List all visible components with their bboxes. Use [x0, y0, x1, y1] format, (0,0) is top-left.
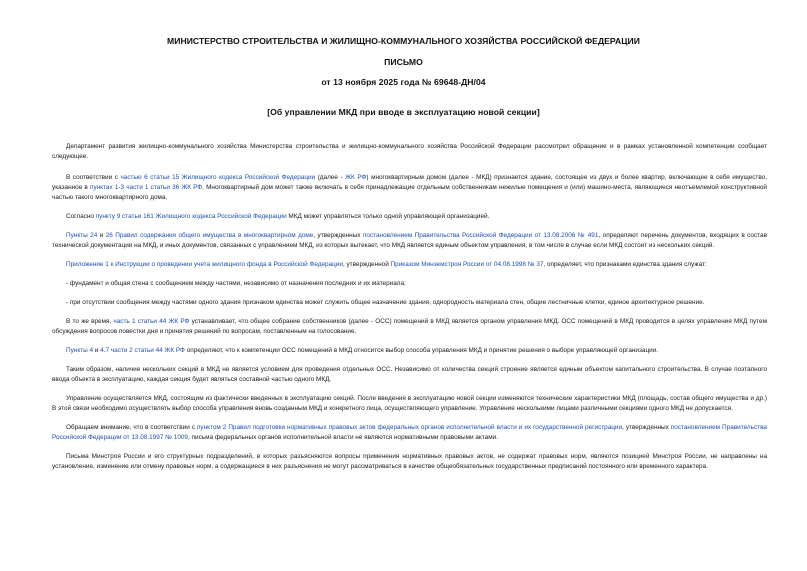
paragraph-text: Обращаем внимание, что в соответствии с — [66, 424, 197, 431]
document-link[interactable]: пунктом 2 Правил подготовки нормативных правовых актов федеральных органов исполнительной власти и их государственной регистрации — [196, 424, 623, 431]
ministry-title: МИНИСТЕРСТВО СТРОИТЕЛЬСТВА И ЖИЛИЩНО-КОММУНАЛЬНОГО ХОЗЯЙСТВА РОССИЙСКОЙ ФЕДЕРАЦИИ — [167, 36, 640, 46]
document-link[interactable]: частью 6 статьи 15 Жилищного кодекса Российской Федерации — [120, 174, 316, 181]
paragraph-text: Управление осуществляется МКД, состоящим из фактически введенных в эксплуатацию секций. После введения в эксплуатацию новой секции изменяются технические характеристики МКД (площадь, состав общего имущества и др.) В этой связи необходимо осуществлять выбор способа управления вновь созданным МКД и конкретного лица, осуществляющего управление. Управление несколькими лицами различными секциями одного МКД не допускается. — [52, 395, 767, 412]
document-body — [52, 142, 767, 472]
paragraph-text: Согласно — [66, 213, 96, 220]
document-link[interactable]: Приказом Минземстроя России от 04.08.1998 № 37 — [390, 261, 544, 268]
document-link[interactable]: ЖК РФ — [345, 174, 367, 181]
paragraph-text: и — [93, 347, 101, 354]
paragraph-text: ) многоквартирным домом (далее - МКД) признается здание, состоящее из двух и более квартир, включающее в себя имущество, указанное в — [52, 174, 768, 191]
paragraph-text: Департамент развития жилищно-коммунального хозяйства Министерства строительства и жилищно-коммунального хозяйства Российской Федерации рассмотрел обращение и в рамках установленной компетенции сообщает следующее. — [52, 143, 767, 160]
paragraph-text: , письма федеральных органов исполнительной власти не являются нормативными правовыми актами. — [188, 434, 498, 441]
paragraph-text: , определяют перечень документов, входящих в состав технической документации на МКД, и иных документов, связанных с управлением МКД, из которых вытекает, что МКД является единым объектом управления, в том числе в случае если МКД состоит из нескольких секций. — [52, 232, 767, 249]
document-link[interactable]: постановлением Правительства Российской Федерации от 13.08.1997 № 1009 — [52, 424, 767, 441]
document-link[interactable]: пункту 9 статьи 161 Жилищного кодекса Российской Федерации — [95, 213, 287, 220]
paragraph — [52, 365, 767, 385]
paragraph-text: - фундамент и общая стена с сообщением между частями, независимо от назначения последних и их материала; — [66, 280, 406, 287]
paragraph-text: и — [97, 232, 106, 239]
document-link[interactable]: постановлением Правительства Российской Федерации от 13.08.2006 № 491 — [362, 232, 599, 239]
paragraph-text: (далее - — [315, 174, 346, 181]
paragraph — [52, 212, 767, 222]
paragraph — [52, 231, 767, 251]
paragraph — [52, 298, 767, 308]
paragraph — [52, 260, 767, 270]
paragraph-text: устанавливает, что общее собрание собственников (далее - ОСС) помещений в МКД является органом управления МКД. ОСС помещений в МКД проводится в целях управления МКД путем обсуждения вопросов повестки дня и принятия решений по вопросам, поставленным на голосование. — [52, 318, 767, 335]
document-link[interactable]: Приложение 1 к Инструкции о проведении учета жилищного фонда в Российской Федерации — [66, 261, 343, 268]
paragraph-text: определяют, что к компетенции ОСС помещений в МКД относится выбор способа управления МКД и принятие решения о выборе управляющей организации. — [184, 347, 659, 354]
document-link[interactable]: Пункты 24 — [66, 232, 98, 239]
paragraph — [52, 279, 767, 289]
document-subject: [Об управлении МКД при вводе в эксплуатацию новой секции] — [267, 107, 540, 117]
paragraph-text: МКД может управляться только одной управляющей организацией. — [286, 213, 490, 220]
paragraph-text: , утвержденных — [313, 232, 363, 239]
paragraph-text: В то же время, — [66, 318, 114, 325]
document-link[interactable]: 4.7 части 2 статьи 44 ЖК РФ — [100, 347, 185, 354]
document-link[interactable]: 26 Правил содержания общего имущества в многоквартирном доме — [105, 232, 314, 239]
paragraph-text: В соответствии с — [66, 174, 121, 181]
paragraph — [52, 452, 767, 472]
paragraph — [52, 173, 767, 203]
document-link[interactable]: часть 1 статьи 44 ЖК РФ — [113, 318, 190, 325]
document-link[interactable]: пунктах 1-3 части 1 статьи 36 ЖК РФ — [89, 184, 203, 191]
paragraph — [52, 346, 767, 356]
paragraph-text: , утвержденной — [342, 261, 391, 268]
paragraph — [52, 142, 767, 162]
paragraph-text: , утвержденных — [622, 424, 671, 431]
paragraph-text: Письма Минстроя России и его структурных подразделений, в которых разъясняются вопросы применения нормативных правовых актов, не содержат правовых норм, являются позицией Минстроя России, не направлены на установление, изменение или отмену правовых норм, а содержащиеся в них разъяснения не могут рассматриваться в качестве общеобязательных государственных предписаний постоянного или временного характера. — [52, 453, 767, 470]
paragraph — [52, 317, 767, 337]
document-link[interactable]: Пункты 4 — [66, 347, 94, 354]
paragraph-text: - при отсутствии сообщения между частями одного здания признаком единства может служить общее назначение здания, однородность материала стен, общие лестничные клетки, единое архитектурное решение. — [66, 299, 705, 306]
paragraph-text: . Многоквартирный дом может также включать в себя принадлежащие отдельным собственникам нежилые помещения и (или) машино-места, являющиеся неотъемлемой конструктивной частью такого многоквартирного дома. — [52, 184, 767, 201]
paragraph-text: Таким образом, наличие нескольких секций в МКД не является условием для проведения отдельных ОСС. Независимо от количества секций строение является единым объектом капитального строительства. В случае поэтапного ввода объекта в эксплуатацию, каждая секция будет являться составной частью одного МКД. — [52, 366, 767, 383]
document-type: ПИСЬМО — [384, 57, 423, 67]
document-date-number: от 13 ноября 2025 года № 69648-ДН/04 — [321, 77, 486, 87]
paragraph-text: , определяет, что признаками единства здания служат: — [543, 261, 707, 268]
paragraph — [52, 394, 767, 414]
paragraph — [52, 423, 767, 443]
